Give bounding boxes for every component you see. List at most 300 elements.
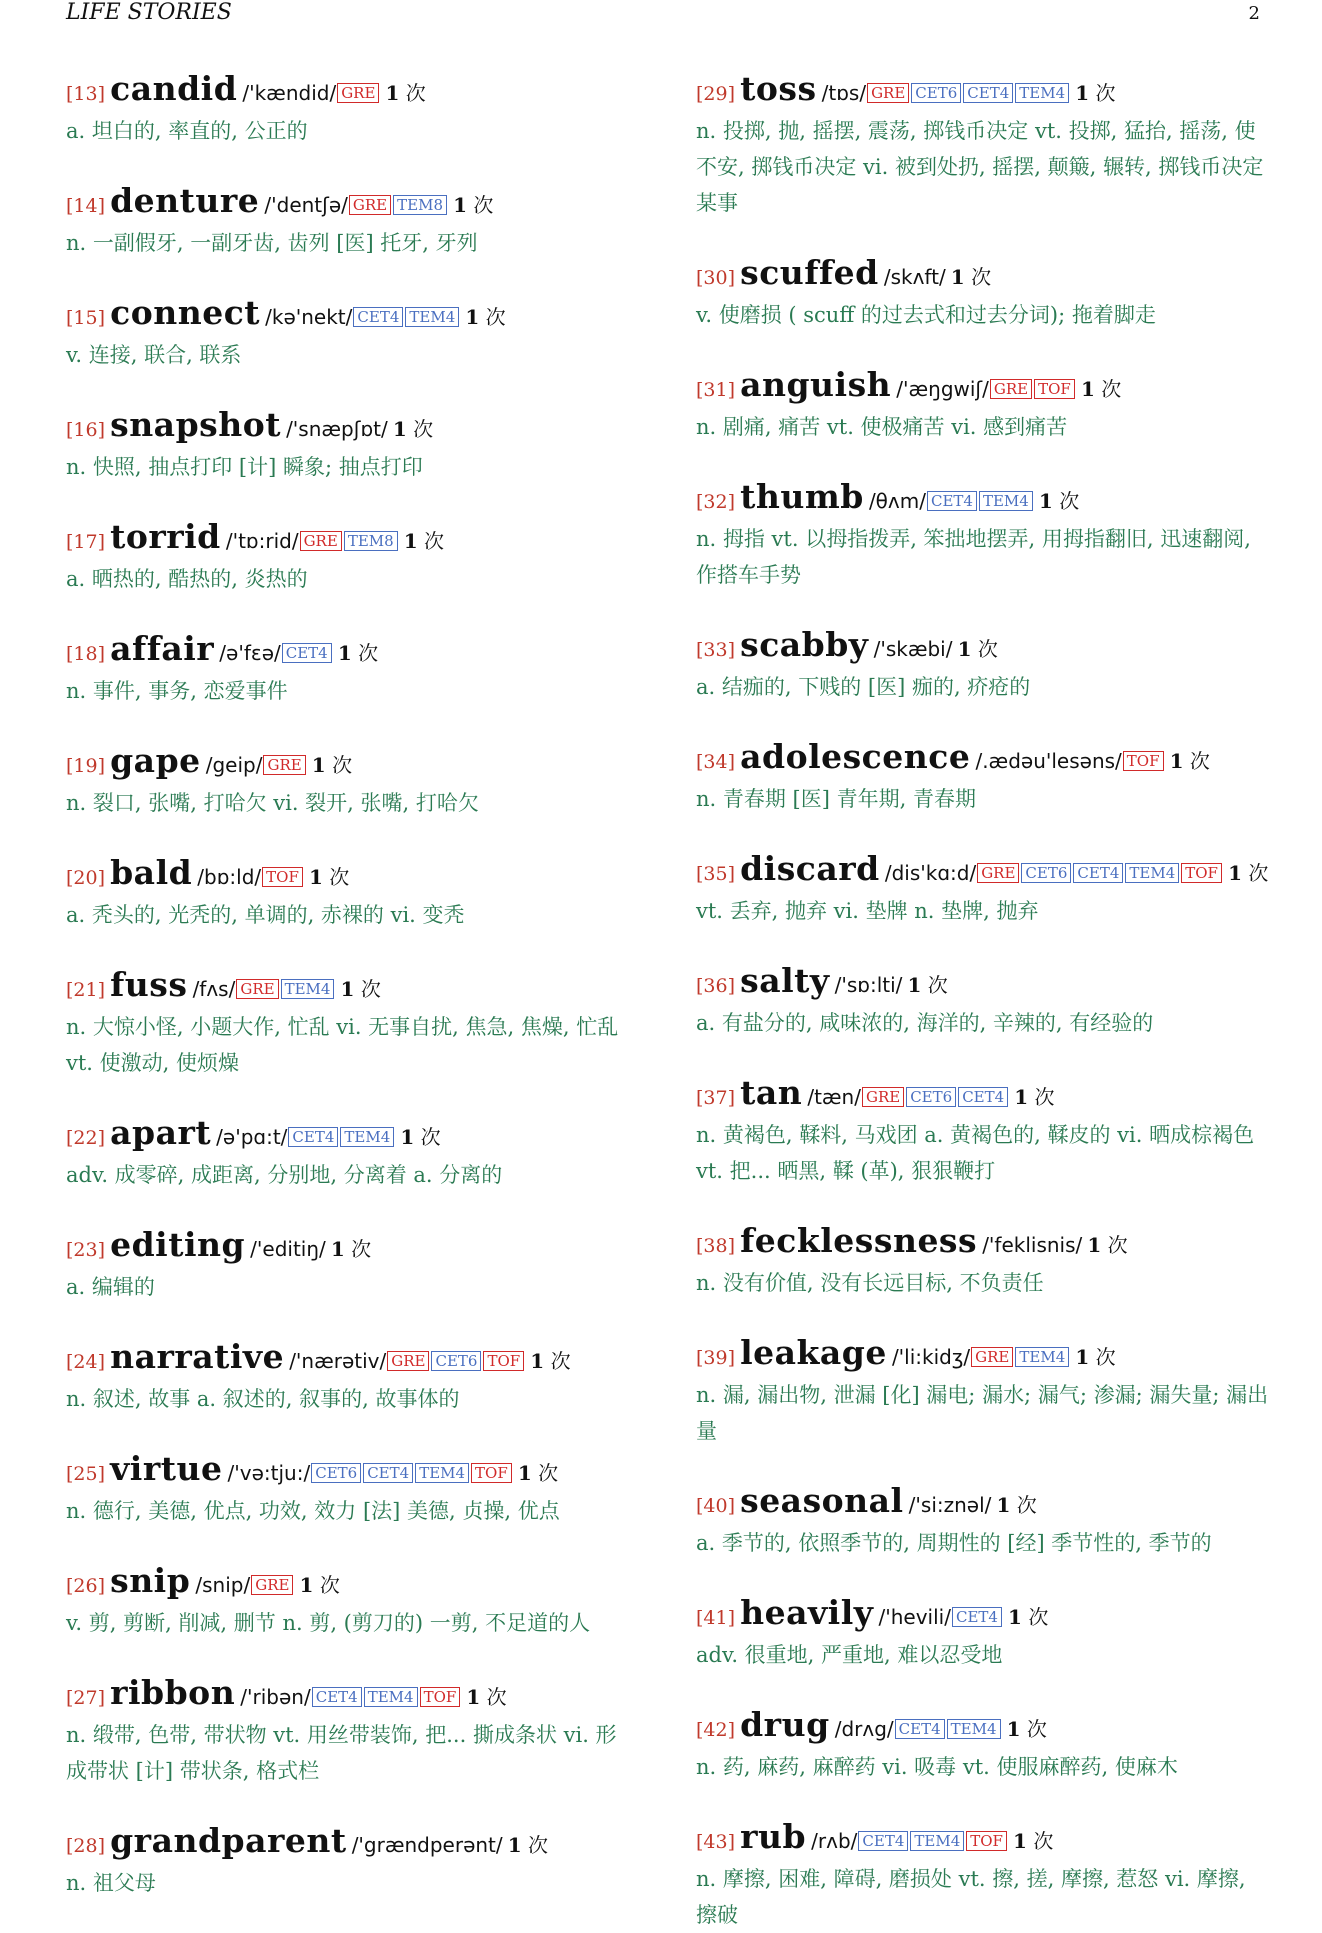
entry-index: [21] — [66, 979, 106, 1001]
word-entry — [696, 1706, 1270, 1785]
phonetic: /kə'nekt/ — [265, 305, 353, 329]
definition: adv. 成零碎, 成距离, 分别地, 分离着 a. 分离的 — [66, 1163, 503, 1187]
count-number: 1 — [1169, 749, 1184, 773]
definition: n. 德行, 美德, 优点, 功效, 效力 [法] 美德, 贞操, 优点 — [66, 1499, 560, 1523]
entry-index: [24] — [66, 1351, 106, 1373]
exam-tag-gre: GRE — [862, 1087, 904, 1107]
exam-tag-gre: GRE — [867, 83, 909, 103]
headword: candid — [110, 69, 238, 108]
frequency-count — [1075, 1345, 1115, 1369]
exam-tag-gre: GRE — [349, 195, 391, 215]
exam-tag-tof: TOF — [966, 1831, 1007, 1851]
count-unit: 次 — [528, 1833, 549, 1857]
definition: n. 投掷, 抛, 摇摆, 震荡, 掷钱币决定 vt. 投掷, 猛抬, 摇荡, 使不安, 掷钱币决定 vi. 被到处扔, 摇摆, 颠簸, 辗转, 掷钱币决定某事 — [696, 119, 1264, 215]
entry-headline — [66, 1674, 636, 1718]
word-entry — [66, 1562, 636, 1641]
phonetic: /'si:znəl/ — [908, 1493, 992, 1517]
exam-tag-cet6: CET6 — [911, 83, 961, 103]
word-entry — [696, 366, 1270, 445]
entry-index: [38] — [696, 1235, 736, 1257]
exam-tag-gre: GRE — [387, 1351, 429, 1371]
exam-tag-cet4: CET4 — [1073, 863, 1123, 883]
count-number: 1 — [465, 305, 480, 329]
entry-index: [32] — [696, 491, 736, 513]
count-unit: 次 — [486, 1685, 507, 1709]
count-number: 1 — [957, 637, 972, 661]
exam-tag-tem8: TEM8 — [344, 531, 398, 551]
entry-index: [35] — [696, 863, 736, 885]
definition: v. 连接, 联合, 联系 — [66, 343, 242, 367]
exam-tag-cet4: CET4 — [363, 1463, 413, 1483]
phonetic: /'editiŋ/ — [250, 1237, 326, 1261]
headword: editing — [110, 1225, 246, 1264]
phonetic: /tæn/ — [807, 1085, 861, 1109]
entry-index: [17] — [66, 531, 106, 553]
count-number: 1 — [311, 753, 326, 777]
exam-tag-tem4: TEM4 — [340, 1127, 394, 1147]
headword: ribbon — [110, 1673, 236, 1712]
headword: bald — [110, 853, 193, 892]
word-entry — [696, 70, 1270, 221]
count-number: 1 — [1008, 1605, 1022, 1629]
exam-tag-gre: GRE — [971, 1347, 1013, 1367]
entry-index: [36] — [696, 975, 736, 997]
exam-tag-gre: GRE — [263, 755, 305, 775]
word-entry — [66, 294, 636, 373]
definition: n. 大惊小怪, 小题大作, 忙乱 vi. 无事自扰, 焦急, 焦燥, 忙乱 vt. 使激动, 使烦燥 — [66, 1015, 619, 1075]
headword: heavily — [740, 1593, 874, 1632]
word-entry — [66, 1338, 636, 1417]
word-entry — [66, 1450, 636, 1529]
count-number: 1 — [517, 1461, 532, 1485]
entry-headline — [66, 630, 636, 674]
count-number: 1 — [1038, 489, 1053, 513]
word-entry — [66, 1674, 636, 1789]
exam-tag-cet4: CET4 — [927, 491, 977, 511]
exam-tag-gre: GRE — [990, 379, 1032, 399]
frequency-count — [331, 1237, 371, 1261]
frequency-count — [466, 1685, 506, 1709]
entry-headline — [66, 1226, 636, 1270]
headword: drug — [740, 1705, 830, 1744]
count-number: 1 — [530, 1349, 545, 1373]
entry-index: [33] — [696, 639, 736, 661]
definition: a. 有盐分的, 咸味浓的, 海洋的, 辛辣的, 有经验的 — [696, 1011, 1154, 1035]
frequency-count — [1007, 1717, 1047, 1741]
phonetic: /'tɒ:rid/ — [225, 529, 299, 553]
exam-tag-tem4: TEM4 — [910, 1831, 964, 1851]
word-entry — [696, 1818, 1270, 1933]
frequency-count — [958, 637, 998, 661]
frequency-count — [1008, 1605, 1048, 1629]
exam-tag-gre: GRE — [337, 83, 379, 103]
frequency-count — [453, 193, 493, 217]
exam-tag-gre: GRE — [236, 979, 278, 999]
phonetic: /skʌft/ — [883, 265, 946, 289]
phonetic: /rʌb/ — [811, 1829, 858, 1853]
frequency-count — [400, 1125, 440, 1149]
entry-headline — [66, 1562, 636, 1606]
definition: n. 祖父母 — [66, 1871, 156, 1895]
headword: tan — [740, 1073, 803, 1112]
exam-tag-tem4: TEM4 — [947, 1719, 1001, 1739]
count-unit: 次 — [360, 977, 381, 1001]
count-unit: 次 — [1248, 861, 1269, 885]
definition: a. 秃头的, 光秃的, 单调的, 赤裸的 vi. 变秃 — [66, 903, 465, 927]
page-header-title: LIFE STORIES — [66, 0, 232, 25]
left-column — [66, 70, 636, 1901]
frequency-count — [1228, 861, 1268, 885]
phonetic: /bɒ:ld/ — [197, 865, 262, 889]
count-number: 1 — [330, 1237, 345, 1261]
headword: torrid — [110, 517, 221, 556]
entry-headline — [696, 626, 1270, 670]
entry-index: [34] — [696, 751, 736, 773]
word-entry — [66, 630, 636, 709]
headword: scuffed — [740, 253, 879, 292]
entry-headline — [66, 406, 636, 450]
exam-tag-cet4: CET4 — [952, 1607, 1002, 1627]
exam-tag-tof: TOF — [1123, 751, 1164, 771]
count-number: 1 — [337, 641, 352, 665]
entry-index: [29] — [696, 83, 736, 105]
entry-headline — [66, 742, 636, 786]
frequency-count — [309, 865, 349, 889]
phonetic: /.ædəu'lesəns/ — [975, 749, 1122, 773]
count-unit: 次 — [1095, 81, 1116, 105]
definition: n. 拇指 vt. 以拇指拨弄, 笨拙地摆弄, 用拇指翻旧, 迅速翻阅, 作搭车手势 — [696, 527, 1251, 587]
entry-headline — [696, 1594, 1270, 1638]
word-entry — [66, 406, 636, 485]
count-unit: 次 — [1016, 1493, 1037, 1517]
exam-tag-tof: TOF — [1181, 863, 1222, 883]
exam-tag-tem8: TEM8 — [393, 195, 447, 215]
exam-tag-cet6: CET6 — [431, 1351, 481, 1371]
phonetic: /'feklisnis/ — [982, 1233, 1083, 1257]
count-unit: 次 — [1033, 1829, 1054, 1853]
phonetic: /'snæpʃɒt/ — [286, 417, 388, 441]
frequency-count — [997, 1493, 1037, 1517]
count-number: 1 — [308, 865, 323, 889]
entry-headline — [66, 1822, 636, 1866]
count-unit: 次 — [1028, 1605, 1049, 1629]
entry-headline — [66, 70, 636, 114]
count-number: 1 — [1006, 1717, 1021, 1741]
count-unit: 次 — [485, 305, 506, 329]
entry-index: [16] — [66, 419, 106, 441]
count-unit: 次 — [413, 417, 434, 441]
exam-tag-tem4: TEM4 — [1015, 1347, 1069, 1367]
exam-tag-cet4: CET4 — [353, 307, 403, 327]
phonetic: /θʌm/ — [868, 489, 926, 513]
word-entry — [66, 1226, 636, 1305]
headword: thumb — [740, 477, 864, 516]
count-unit: 次 — [538, 1461, 559, 1485]
frequency-count — [386, 81, 426, 105]
count-number: 1 — [392, 417, 407, 441]
headword: virtue — [110, 1449, 223, 1488]
count-unit: 次 — [329, 865, 350, 889]
entry-index: [25] — [66, 1463, 106, 1485]
count-unit: 次 — [1059, 489, 1080, 513]
entry-index: [13] — [66, 83, 106, 105]
exam-tag-tof: TOF — [420, 1687, 461, 1707]
entry-index: [31] — [696, 379, 736, 401]
frequency-count — [951, 265, 991, 289]
entry-headline — [696, 366, 1270, 410]
headword: apart — [110, 1113, 212, 1152]
count-unit: 次 — [1026, 1717, 1047, 1741]
frequency-count — [1039, 489, 1079, 513]
exam-tag-cet4: CET4 — [958, 1087, 1008, 1107]
entry-headline — [696, 850, 1270, 894]
count-number: 1 — [950, 265, 965, 289]
entry-headline — [66, 966, 636, 1010]
count-number: 1 — [907, 973, 922, 997]
entry-index: [43] — [696, 1831, 736, 1853]
phonetic: /'hevili/ — [878, 1605, 951, 1629]
phonetic: /'sɒ:lti/ — [834, 973, 903, 997]
exam-tag-cet4: CET4 — [288, 1127, 338, 1147]
definition: n. 剧痛, 痛苦 vt. 使极痛苦 vi. 感到痛苦 — [696, 415, 1068, 439]
definition: n. 一副假牙, 一副牙齿, 齿列 [医] 托牙, 牙列 — [66, 231, 478, 255]
phonetic: /drʌg/ — [834, 1717, 894, 1741]
headword: salty — [740, 961, 830, 1000]
definition: a. 晒热的, 酷热的, 炎热的 — [66, 567, 308, 591]
frequency-count — [1075, 81, 1115, 105]
entry-index: [14] — [66, 195, 106, 217]
frequency-count — [465, 305, 505, 329]
count-number: 1 — [1075, 1345, 1090, 1369]
count-number: 1 — [1014, 1085, 1029, 1109]
headword: grandparent — [110, 1821, 347, 1860]
count-unit: 次 — [927, 973, 948, 997]
exam-tag-cet6: CET6 — [311, 1463, 361, 1483]
headword: discard — [740, 849, 880, 888]
word-entry — [696, 626, 1270, 705]
entry-index: [28] — [66, 1835, 106, 1857]
exam-tag-cet6: CET6 — [1021, 863, 1071, 883]
word-entry — [696, 254, 1270, 333]
exam-tag-gre: GRE — [300, 531, 342, 551]
word-entry — [66, 1114, 636, 1193]
exam-tag-tem4: TEM4 — [281, 979, 335, 999]
entry-index: [18] — [66, 643, 106, 665]
count-unit: 次 — [358, 641, 379, 665]
word-entry — [66, 518, 636, 597]
definition: n. 叙述, 故事 a. 叙述的, 叙事的, 故事体的 — [66, 1387, 460, 1411]
phonetic: /'kændid/ — [242, 81, 337, 105]
frequency-count — [1087, 1233, 1127, 1257]
entry-index: [40] — [696, 1495, 736, 1517]
word-entry — [66, 854, 636, 933]
entry-index: [39] — [696, 1347, 736, 1369]
entry-index: [26] — [66, 1575, 106, 1597]
entry-index: [27] — [66, 1687, 106, 1709]
frequency-count — [1014, 1085, 1054, 1109]
entry-index: [22] — [66, 1127, 106, 1149]
exam-tag-tem4: TEM4 — [979, 491, 1033, 511]
entry-headline — [696, 1334, 1270, 1378]
exam-tag-cet4: CET4 — [963, 83, 1013, 103]
entry-headline — [66, 854, 636, 898]
entry-headline — [696, 478, 1270, 522]
headword: narrative — [110, 1337, 285, 1376]
count-unit: 次 — [550, 1349, 571, 1373]
entry-index: [42] — [696, 1719, 736, 1741]
count-unit: 次 — [971, 265, 992, 289]
exam-tag-cet6: CET6 — [906, 1087, 956, 1107]
word-entry — [66, 966, 636, 1081]
entry-headline — [696, 1482, 1270, 1526]
definition: v. 使磨损 ( scuff 的过去式和过去分词); 拖着脚走 — [696, 303, 1156, 327]
entry-index: [30] — [696, 267, 736, 289]
frequency-count — [404, 529, 444, 553]
exam-tag-tem4: TEM4 — [1015, 83, 1069, 103]
count-unit: 次 — [1034, 1085, 1055, 1109]
exam-tag-tof: TOF — [483, 1351, 524, 1371]
entry-headline — [696, 1222, 1270, 1266]
entry-headline — [66, 1114, 636, 1158]
headword: snip — [110, 1561, 191, 1600]
exam-tag-cet4: CET4 — [895, 1719, 945, 1739]
count-unit: 次 — [420, 1125, 441, 1149]
definition: a. 季节的, 依照季节的, 周期性的 [经] 季节性的, 季节的 — [696, 1531, 1212, 1555]
count-unit: 次 — [351, 1237, 372, 1261]
word-entry — [66, 70, 636, 149]
word-entry — [696, 1074, 1270, 1189]
definition: a. 编辑的 — [66, 1275, 155, 1299]
count-number: 1 — [385, 81, 400, 105]
count-number: 1 — [1228, 861, 1242, 885]
exam-tag-tem4: TEM4 — [364, 1687, 418, 1707]
exam-tag-gre: GRE — [977, 863, 1019, 883]
entry-headline — [66, 182, 636, 226]
count-unit: 次 — [1101, 377, 1122, 401]
count-number: 1 — [1087, 1233, 1102, 1257]
right-column — [696, 70, 1270, 1933]
frequency-count — [530, 1349, 570, 1373]
headword: fuss — [110, 965, 188, 1004]
phonetic: /fʌs/ — [192, 977, 236, 1001]
word-entry — [696, 1594, 1270, 1673]
count-number: 1 — [403, 529, 418, 553]
entry-index: [15] — [66, 307, 106, 329]
headword: snapshot — [110, 405, 281, 444]
word-entry — [696, 850, 1270, 929]
word-entry — [66, 182, 636, 261]
count-unit: 次 — [1095, 1345, 1116, 1369]
entry-headline — [66, 518, 636, 562]
definition: n. 青春期 [医] 青年期, 青春期 — [696, 787, 976, 811]
headword: anguish — [740, 365, 892, 404]
exam-tag-tof: TOF — [262, 867, 303, 887]
entry-headline — [696, 254, 1270, 298]
phonetic: /'dentʃə/ — [264, 193, 348, 217]
definition: n. 事件, 事务, 恋爱事件 — [66, 679, 288, 703]
phonetic: /'li:kidʒ/ — [891, 1345, 971, 1369]
exam-tag-cet4: CET4 — [858, 1831, 908, 1851]
entry-headline — [66, 1450, 636, 1494]
entry-headline — [696, 1074, 1270, 1118]
frequency-count — [341, 977, 381, 1001]
headword: gape — [110, 741, 201, 780]
count-unit: 次 — [977, 637, 998, 661]
entry-headline — [696, 70, 1270, 114]
definition: n. 没有价值, 没有长远目标, 不负责任 — [696, 1271, 1044, 1295]
exam-tag-cet4: CET4 — [282, 643, 332, 663]
count-number: 1 — [1075, 81, 1090, 105]
count-unit: 次 — [424, 529, 445, 553]
headword: toss — [740, 69, 817, 108]
frequency-count — [1013, 1829, 1053, 1853]
word-entry — [696, 1334, 1270, 1449]
count-number: 1 — [299, 1573, 314, 1597]
definition: n. 裂口, 张嘴, 打哈欠 vi. 裂开, 张嘴, 打哈欠 — [66, 791, 479, 815]
frequency-count — [300, 1573, 340, 1597]
entry-headline — [66, 1338, 636, 1382]
count-unit: 次 — [332, 753, 353, 777]
count-number: 1 — [1080, 377, 1095, 401]
headword: adolescence — [740, 737, 971, 776]
headword: leakage — [740, 1333, 887, 1372]
phonetic: /'skæbi/ — [873, 637, 953, 661]
phonetic: /ə'fɛə/ — [219, 641, 281, 665]
entry-index: [37] — [696, 1087, 736, 1109]
word-entry — [696, 1482, 1270, 1561]
entry-index: [23] — [66, 1239, 106, 1261]
frequency-count — [312, 753, 352, 777]
exam-tag-cet4: CET4 — [312, 1687, 362, 1707]
count-number: 1 — [400, 1125, 415, 1149]
headword: denture — [110, 181, 260, 220]
headword: connect — [110, 293, 261, 332]
definition: n. 快照, 抽点打印 [计] 瞬象; 抽点打印 — [66, 455, 423, 479]
phonetic: /'və:tju:/ — [227, 1461, 311, 1485]
count-number: 1 — [340, 977, 355, 1001]
definition: n. 摩擦, 困难, 障碍, 磨损处 vt. 擦, 搓, 摩擦, 惹怒 vi. 摩擦, 擦破 — [696, 1867, 1246, 1927]
phonetic: /'grændperənt/ — [351, 1833, 503, 1857]
count-number: 1 — [507, 1833, 522, 1857]
definition: n. 缎带, 色带, 带状物 vt. 用丝带装饰, 把... 撕成条状 vi. 形成带状 [计] 带状条, 格式栏 — [66, 1723, 617, 1783]
phonetic: /ə'pɑ:t/ — [216, 1125, 288, 1149]
definition: n. 黄褐色, 鞣料, 马戏团 a. 黄褐色的, 鞣皮的 vi. 晒成棕褐色 vt. 把... 晒黑, 鞣 (革), 狠狠鞭打 — [696, 1123, 1255, 1183]
entry-index: [20] — [66, 867, 106, 889]
page-number: 2 — [1248, 3, 1260, 24]
frequency-count — [908, 973, 948, 997]
phonetic: /tɒs/ — [821, 81, 867, 105]
count-unit: 次 — [319, 1573, 340, 1597]
phonetic: /'ribən/ — [240, 1685, 311, 1709]
phonetic: /snip/ — [195, 1573, 251, 1597]
count-unit: 次 — [473, 193, 494, 217]
count-number: 1 — [1013, 1829, 1027, 1853]
entry-headline — [66, 294, 636, 338]
word-entry — [696, 738, 1270, 817]
frequency-count — [393, 417, 433, 441]
headword: fecklessness — [740, 1221, 978, 1260]
word-entry — [66, 1822, 636, 1901]
definition: v. 剪, 剪断, 削减, 删节 n. 剪, (剪刀的) 一剪, 不足道的人 — [66, 1611, 591, 1635]
headword: seasonal — [740, 1481, 904, 1520]
entry-index: [41] — [696, 1607, 736, 1629]
entry-index: [19] — [66, 755, 106, 777]
count-unit: 次 — [405, 81, 426, 105]
entry-headline — [696, 738, 1270, 782]
frequency-count — [1081, 377, 1121, 401]
headword: rub — [740, 1817, 807, 1856]
exam-tag-tem4: TEM4 — [415, 1463, 469, 1483]
